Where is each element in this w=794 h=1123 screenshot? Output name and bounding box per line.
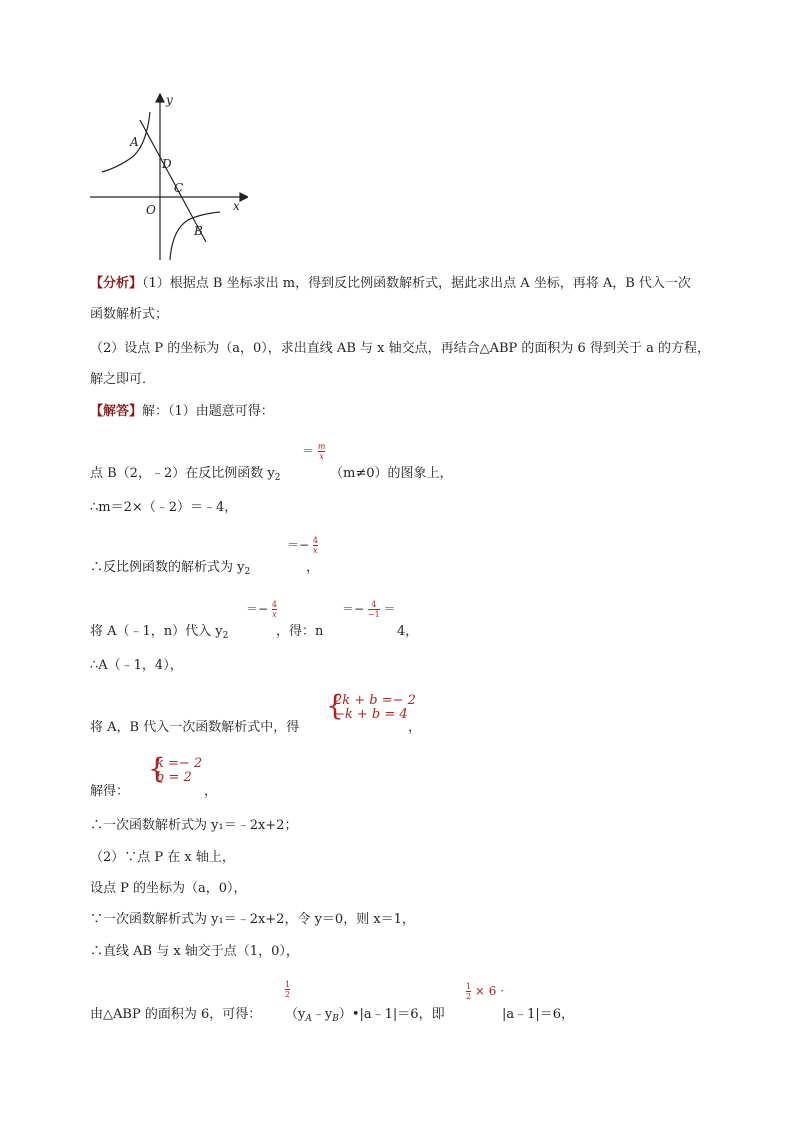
l4-fraction-group-2 [342, 600, 396, 619]
analysis-tag: 【分析】 [90, 276, 143, 291]
l4-fraction-group-1 [246, 600, 277, 619]
l7-eq-2: b = 2 [156, 770, 192, 785]
l4-den: x [272, 610, 277, 619]
solution-intro: 解：（1）由题意可得： [142, 404, 274, 419]
l3-den: x [313, 546, 318, 555]
l13-den2: 2 [466, 992, 472, 1001]
label-c: C [174, 181, 184, 195]
l6-eq-2: −k + b = 4 [334, 707, 408, 722]
l4-mid: ，得：n [276, 624, 324, 639]
analysis-line-2: 函数解析式； [90, 307, 169, 322]
l4-fraction-2 [368, 600, 380, 619]
hyperbola-branch-upper [102, 112, 150, 172]
l1-fraction [318, 442, 326, 461]
label-a: A [130, 135, 139, 149]
l13-num: 1 [285, 980, 291, 989]
l4-fraction-1 [272, 600, 277, 619]
l13-fraction-group-2 [466, 982, 504, 1001]
l3-fraction-group [287, 536, 318, 555]
label-x: x [233, 199, 240, 213]
l3-post: ， [306, 560, 320, 575]
l4-num2: 4 [371, 600, 377, 609]
solution-tag: 【解答】 [90, 404, 143, 419]
analysis-text-1: （1）根据点 B 坐标求出 m，得到反比例函数解析式，据此求出点 A 坐标，再将 A，B 代入一次 [142, 276, 691, 291]
l7-post: ， [204, 784, 218, 799]
l4-sub: 2 [222, 631, 229, 641]
l6-pre: 将 A，B 代入一次函数解析式中，得 [90, 720, 300, 735]
l4-pre: 将 A（﹣1，n）代入 y [90, 624, 223, 639]
l7-pre: 解得： [90, 784, 130, 799]
l13-mid2: ）•|a﹣1|＝6，即 [338, 1007, 445, 1022]
label-b: B [194, 224, 203, 238]
l13-mid: （y [285, 1007, 306, 1022]
l3-pre: ∴反比例函数的解析式为 y [90, 560, 245, 575]
solution-intro-line [90, 400, 274, 419]
l1-sub: 2 [274, 473, 281, 483]
solution-line-5: ∴A（﹣1，4）， [90, 658, 183, 673]
function-graph [88, 90, 248, 265]
analysis-line-4: 解之即可． [90, 372, 156, 387]
solution-line-12: ∴直线 AB 与 x 轴交于点（1，0）， [90, 944, 299, 959]
solution-line-10: 设点 P 的坐标为（a，0）， [90, 881, 247, 896]
l4-den2: −1 [367, 610, 380, 619]
l1-fraction-group [302, 442, 325, 461]
solution-line-1 [90, 462, 280, 483]
solution-line-9: （2）∵点 P 在 x 轴上， [90, 850, 235, 865]
solution-line-2: ∴m＝2×（﹣2）＝﹣4， [90, 500, 238, 515]
analysis-line-1 [90, 272, 691, 291]
l13-minus: ﹣y [311, 1007, 333, 1022]
l13-expr [285, 1003, 445, 1024]
l13-fraction-1 [285, 980, 290, 999]
l6-brace: { [326, 689, 344, 722]
l4-val: 4， [397, 624, 419, 639]
l13-frac-1 [285, 980, 290, 999]
l7-eq-1: k =− 2 [156, 756, 203, 771]
l3-sub: 2 [244, 567, 251, 577]
l3-fraction [313, 536, 318, 555]
l7-equation-system [148, 752, 203, 785]
l6-eq-1: 2k + b =− 2 [334, 693, 416, 708]
l6-equation-system [326, 689, 416, 722]
l13-den: 2 [285, 990, 291, 999]
l4-eq: ＝− [246, 602, 269, 616]
label-o: O [146, 203, 156, 217]
x-axis-arrow [240, 193, 248, 201]
solution-line-11: ∵一次函数解析式为 y₁＝﹣2x+2，令 y＝0，则 x＝1， [90, 912, 415, 927]
l13-pre: 由△ABP 的面积为 6，可得： [90, 1007, 262, 1022]
l13-num2: 1 [466, 982, 472, 991]
l13-sub-a: A [305, 1014, 312, 1024]
l13-times: × 6 · [474, 984, 505, 998]
l1-den: x [319, 452, 324, 461]
l4-eq3: ＝ [383, 602, 396, 616]
l13-post: |a﹣1|＝6， [502, 1007, 575, 1022]
l1-pre: 点 B（2，﹣2）在反比例函数 y [90, 466, 275, 481]
l13-sub-b: B [332, 1014, 339, 1024]
analysis-line-3: （2）设点 P 的坐标为（a，0），求出直线 AB 与 x 轴交点，再结合△ABP 的面积为 6 得到关于 a 的方程， [90, 341, 710, 356]
l1-num: m [317, 442, 326, 451]
l7-brace: { [148, 752, 166, 785]
label-y: y [166, 93, 173, 107]
l4-num: 4 [271, 600, 277, 609]
l3-eq: ＝− [287, 538, 310, 552]
l6-post: ， [408, 720, 422, 735]
y-axis-arrow [156, 94, 164, 102]
l4-eq2: ＝− [342, 602, 365, 616]
solution-line-4 [90, 620, 228, 641]
solution-line-8: ∴一次函数解析式为 y₁＝﹣2x+2； [90, 818, 298, 833]
l3-num: 4 [312, 536, 318, 545]
l1-eq: ＝ [302, 444, 315, 458]
solution-line-3 [90, 556, 250, 577]
label-d: D [162, 157, 172, 171]
l1-post: （m≠0）的图象上， [330, 466, 453, 481]
l13-frac-2 [466, 982, 471, 1001]
